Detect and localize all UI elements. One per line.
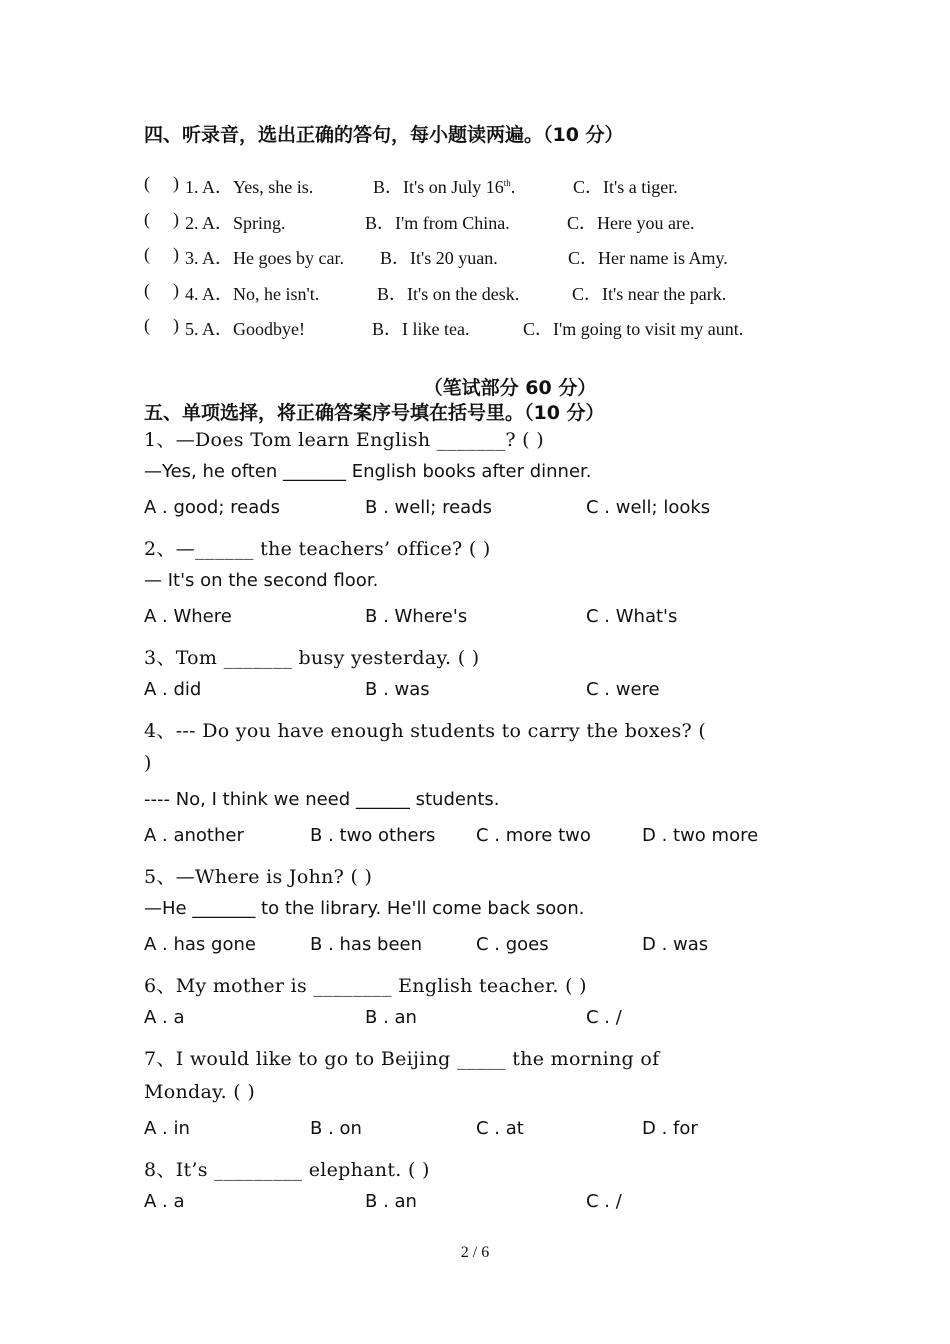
- question-2-option-a: A . Where: [144, 606, 232, 627]
- question-3-option-c: C . were: [586, 679, 660, 700]
- question-4-reply: ---- No, I think we need ______ students.: [144, 789, 500, 810]
- answer-paren-open: (: [144, 280, 150, 300]
- answer-paren-open: (: [144, 173, 150, 193]
- question-8-option-a: A . a: [144, 1191, 185, 1212]
- question-3-option-b: B . was: [365, 679, 430, 700]
- question-3-option-a: A . did: [144, 679, 202, 700]
- question-3-stem: 3、Tom _______ busy yesterday. ( ): [144, 647, 480, 669]
- question-2-option-c: C . What's: [586, 606, 678, 627]
- question-6-option-b: B . an: [365, 1007, 417, 1028]
- answer-paren-close: ): [173, 244, 179, 264]
- option-a: 3. A．He goes by car.: [185, 248, 344, 268]
- question-6-option-c: C . /: [586, 1007, 622, 1028]
- answer-paren-close: ): [173, 280, 179, 300]
- option-c: C．Here you are.: [567, 213, 695, 233]
- option-c: C．I'm going to visit my aunt.: [523, 319, 744, 339]
- question-6-stem: 6、My mother is ________ English teacher. ( ): [144, 975, 587, 997]
- ordinal-suffix: th: [503, 178, 511, 188]
- option-a: 5. A．Goodbye!: [185, 319, 305, 339]
- answer-paren-open: (: [144, 315, 150, 335]
- question-7-stem: 7、I would like to go to Beijing _____ the morning of: [144, 1048, 660, 1070]
- option-b: B．It's on July 16th.: [373, 177, 516, 197]
- question-7-option-a: A . in: [144, 1118, 190, 1139]
- question-5-option-d: D . was: [642, 934, 709, 955]
- answer-paren-close: ): [173, 315, 179, 335]
- answer-paren-close: ): [173, 173, 179, 193]
- question-5-reply: —He _______ to the library. He'll come back soon.: [144, 898, 585, 919]
- option-b: B．It's on the desk.: [377, 284, 520, 304]
- question-1-option-b: B . well; reads: [365, 497, 493, 518]
- option-b: B．It's 20 yuan.: [380, 248, 498, 268]
- option-a: 4. A．No, he isn't.: [185, 284, 320, 304]
- option-c: C．It's a tiger.: [573, 177, 678, 197]
- question-6-option-a: A . a: [144, 1007, 185, 1028]
- option-b: B．I'm from China.: [365, 213, 510, 233]
- answer-paren-open: (: [144, 209, 150, 229]
- option-a: 1. A．Yes, she is.: [185, 177, 314, 197]
- question-1-option-c: C . well; looks: [586, 497, 711, 518]
- question-1-option-a: A . good; reads: [144, 497, 281, 518]
- section5-heading: 五、单项选择，将正确答案序号填在括号里。（10 分）: [144, 402, 605, 424]
- option-a: 2. A．Spring.: [185, 213, 286, 233]
- question-5-option-b: B . has been: [310, 934, 423, 955]
- question-5-stem: 5、—Where is John? ( ): [144, 866, 373, 888]
- question-8-stem: 8、It’s _________ elephant. ( ): [144, 1159, 430, 1181]
- question-4-option-a: A . another: [144, 825, 244, 846]
- question-4-stem-continued: ): [144, 752, 152, 774]
- answer-paren-close: ): [173, 209, 179, 229]
- question-7-option-b: B . on: [310, 1118, 362, 1139]
- question-7-stem-continued: Monday. ( ): [144, 1081, 256, 1103]
- option-b: B．I like tea.: [372, 319, 470, 339]
- question-7-option-c: C . at: [476, 1118, 524, 1139]
- question-5-option-a: A . has gone: [144, 934, 256, 955]
- written-part-title: （笔试部分 60 分）: [423, 377, 597, 399]
- question-4-option-b: B . two others: [310, 825, 436, 846]
- question-4-option-d: D . two more: [642, 825, 759, 846]
- question-1-stem: 1、—Does Tom learn English _______? ( ): [144, 429, 544, 451]
- question-2-option-b: B . Where's: [365, 606, 468, 627]
- page-number: 2 / 6: [460, 1244, 490, 1261]
- question-4-option-c: C . more two: [476, 825, 591, 846]
- question-5-option-c: C . goes: [476, 934, 549, 955]
- question-8-option-b: B . an: [365, 1191, 417, 1212]
- section4-heading: 四、听录音，选出正确的答句，每小题读两遍。（10 分）: [144, 124, 624, 146]
- question-2-stem: 2、—______ the teachers’ office? ( ): [144, 538, 491, 560]
- question-1-reply: —Yes, he often _______ English books after dinner.: [144, 461, 592, 482]
- question-7-option-d: D . for: [642, 1118, 698, 1139]
- answer-paren-open: (: [144, 244, 150, 264]
- option-c: C．Her name is Amy.: [568, 248, 728, 268]
- question-8-option-c: C . /: [586, 1191, 622, 1212]
- question-4-stem: 4、--- Do you have enough students to carry the boxes? (: [144, 720, 707, 742]
- question-2-reply: — It's on the second floor.: [144, 570, 379, 591]
- option-c: C．It's near the park.: [572, 284, 727, 304]
